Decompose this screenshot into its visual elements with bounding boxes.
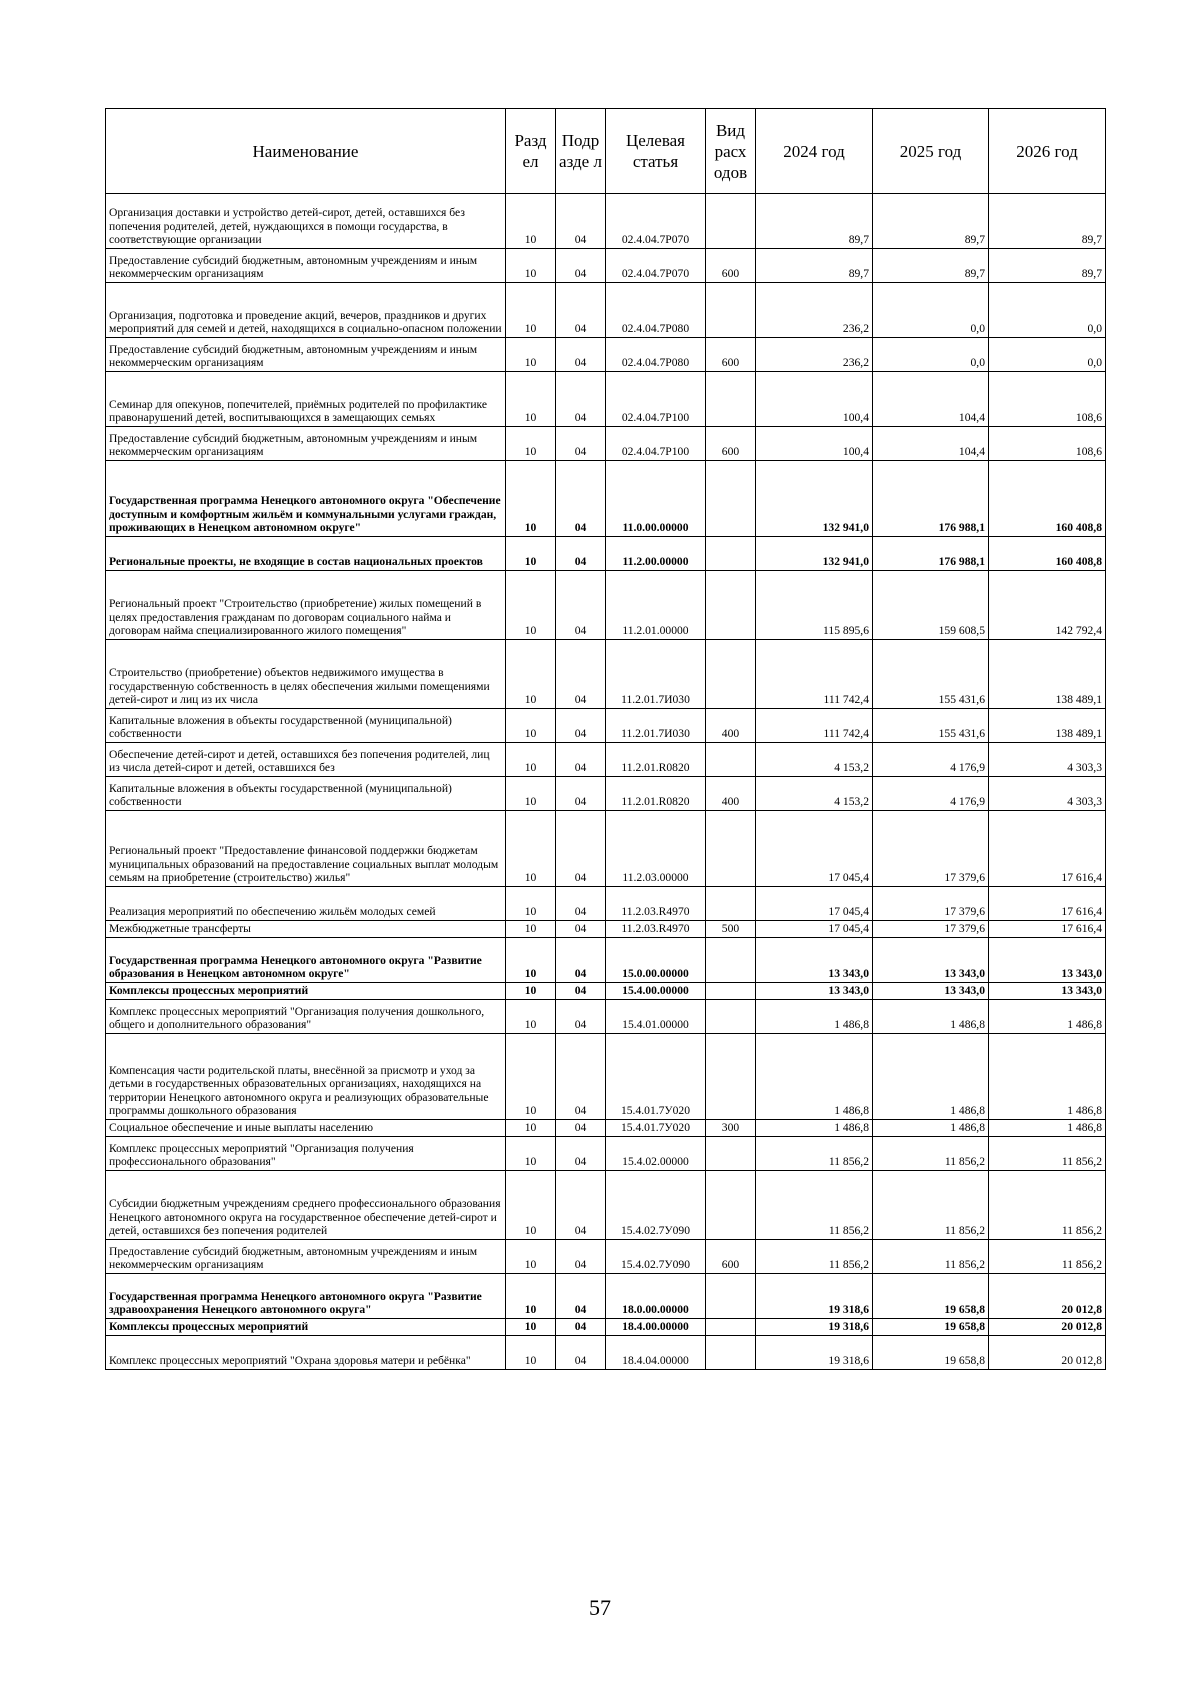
row-expense-type: 600 [706,1240,756,1274]
table-row [106,249,1106,283]
table-row [106,1240,1106,1274]
row-name: Обеспечение детей-сирот и детей, оставшихся без попечения родителей, лиц из числа детей-сирот и детей, оставшихся без [106,743,506,777]
row-amount-2025: 19 658,8 [873,1274,989,1319]
row-amount-2026: 89,7 [989,194,1106,249]
row-amount-2026: 108,6 [989,427,1106,461]
row-target-article: 11.2.01.00000 [606,571,706,640]
row-podrazdel: 04 [556,283,606,338]
row-amount-2026: 17 616,4 [989,811,1106,887]
row-amount-2026: 11 856,2 [989,1137,1106,1171]
row-amount-2026: 1 486,8 [989,1120,1106,1137]
row-name: Государственная программа Ненецкого автономного округа "Развитие здравоохранения Ненецкого автономного округа" [106,1274,506,1319]
row-target-article: 11.2.01.R0820 [606,777,706,811]
row-amount-2024: 132 941,0 [756,461,873,537]
row-razdel: 10 [506,372,556,427]
row-podrazdel: 04 [556,571,606,640]
row-name: Региональные проекты, не входящие в состав национальных проектов [106,537,506,571]
row-expense-type: 500 [706,921,756,938]
row-amount-2024: 1 486,8 [756,1034,873,1120]
row-target-article: 11.2.01.R0820 [606,743,706,777]
row-amount-2026: 17 616,4 [989,921,1106,938]
row-target-article: 11.2.03.R4970 [606,887,706,921]
row-podrazdel: 04 [556,640,606,709]
table-row [106,1336,1106,1370]
row-podrazdel: 04 [556,1240,606,1274]
row-target-article: 02.4.04.7Р100 [606,427,706,461]
row-amount-2026: 108,6 [989,372,1106,427]
row-name: Комплексы процессных мероприятий [106,1319,506,1336]
row-name: Капитальные вложения в объекты государственной (муниципальной) собственности [106,709,506,743]
row-amount-2026: 138 489,1 [989,640,1106,709]
row-name: Семинар для опекунов, попечителей, приёмных родителей по профилактике правонарушений детей, воспитывающихся в замещающих семьях [106,372,506,427]
row-razdel: 10 [506,709,556,743]
row-amount-2024: 100,4 [756,372,873,427]
row-razdel: 10 [506,921,556,938]
row-razdel: 10 [506,743,556,777]
row-target-article: 15.4.02.7У090 [606,1171,706,1240]
row-amount-2025: 17 379,6 [873,887,989,921]
row-expense-type: 600 [706,338,756,372]
row-name: Капитальные вложения в объекты государственной (муниципальной) собственности [106,777,506,811]
row-amount-2025: 1 486,8 [873,1120,989,1137]
row-amount-2024: 13 343,0 [756,938,873,983]
table-row [106,427,1106,461]
row-podrazdel: 04 [556,461,606,537]
table-row [106,1120,1106,1137]
row-amount-2026: 1 486,8 [989,1034,1106,1120]
row-expense-type [706,1034,756,1120]
table-row [106,1274,1106,1319]
row-name: Государственная программа Ненецкого автономного округа "Развитие образования в Ненецком автономном округе" [106,938,506,983]
row-target-article: 11.2.01.7И030 [606,640,706,709]
row-target-article: 11.2.03.R4970 [606,921,706,938]
row-razdel: 10 [506,338,556,372]
row-target-article: 02.4.04.7Р070 [606,194,706,249]
row-razdel: 10 [506,811,556,887]
row-target-article: 11.2.00.00000 [606,537,706,571]
row-name: Межбюджетные трансферты [106,921,506,938]
row-amount-2026: 11 856,2 [989,1171,1106,1240]
table-header-row [106,109,1106,194]
row-podrazdel: 04 [556,938,606,983]
row-amount-2025: 4 176,9 [873,743,989,777]
row-amount-2024: 115 895,6 [756,571,873,640]
row-amount-2026: 20 012,8 [989,1319,1106,1336]
row-target-article: 02.4.04.7Р070 [606,249,706,283]
row-podrazdel: 04 [556,1000,606,1034]
row-amount-2024: 17 045,4 [756,921,873,938]
row-expense-type [706,640,756,709]
row-amount-2024: 11 856,2 [756,1171,873,1240]
row-expense-type: 400 [706,777,756,811]
row-razdel: 10 [506,1034,556,1120]
row-name: Строительство (приобретение) объектов недвижимого имущества в государственную собственность в целях обеспечения жилыми помещениями детей-сирот и лиц из их числа [106,640,506,709]
row-razdel: 10 [506,1137,556,1171]
table-row [106,537,1106,571]
row-expense-type [706,461,756,537]
row-amount-2025: 89,7 [873,249,989,283]
row-name: Реализация мероприятий по обеспечению жильём молодых семей [106,887,506,921]
row-expense-type [706,938,756,983]
header-year-2026: 2026 год [989,109,1106,194]
row-razdel: 10 [506,571,556,640]
row-amount-2024: 11 856,2 [756,1137,873,1171]
row-razdel: 10 [506,427,556,461]
row-podrazdel: 04 [556,1336,606,1370]
row-razdel: 10 [506,1240,556,1274]
row-podrazdel: 04 [556,338,606,372]
row-name: Организация, подготовка и проведение акций, вечеров, праздников и других мероприятий для семей и детей, находящихся в социально-опасном положении [106,283,506,338]
row-razdel: 10 [506,283,556,338]
row-amount-2024: 236,2 [756,283,873,338]
table-row [106,338,1106,372]
row-amount-2026: 20 012,8 [989,1336,1106,1370]
table-row [106,283,1106,338]
table-row [106,709,1106,743]
row-expense-type [706,1171,756,1240]
row-amount-2025: 13 343,0 [873,938,989,983]
row-amount-2024: 1 486,8 [756,1000,873,1034]
row-podrazdel: 04 [556,1274,606,1319]
header-expense-type: Вид расх одов [706,109,756,194]
table-row [106,372,1106,427]
row-amount-2025: 11 856,2 [873,1137,989,1171]
row-name: Региональный проект "Строительство (приобретение) жилых помещений в целях предоставления гражданам по договорам социального найма и договорам найма специализированного жилого помещения" [106,571,506,640]
row-razdel: 10 [506,887,556,921]
row-podrazdel: 04 [556,709,606,743]
row-name: Предоставление субсидий бюджетным, автономным учреждениям и иным некоммерческим организациям [106,427,506,461]
row-amount-2025: 13 343,0 [873,983,989,1000]
row-name: Комплекс процессных мероприятий "Охрана здоровья матери и ребёнка" [106,1336,506,1370]
row-target-article: 15.4.00.00000 [606,983,706,1000]
row-amount-2025: 176 988,1 [873,537,989,571]
row-podrazdel: 04 [556,372,606,427]
row-amount-2026: 89,7 [989,249,1106,283]
row-amount-2026: 4 303,3 [989,743,1106,777]
row-amount-2026: 13 343,0 [989,938,1106,983]
row-amount-2024: 111 742,4 [756,640,873,709]
row-podrazdel: 04 [556,983,606,1000]
row-podrazdel: 04 [556,743,606,777]
table-row [106,743,1106,777]
table-row [106,983,1106,1000]
row-amount-2025: 159 608,5 [873,571,989,640]
row-amount-2024: 19 318,6 [756,1336,873,1370]
row-amount-2025: 1 486,8 [873,1000,989,1034]
row-amount-2026: 0,0 [989,338,1106,372]
row-amount-2024: 89,7 [756,249,873,283]
row-name: Компенсация части родительской платы, внесённой за присмотр и уход за детьми в государственных образовательных организациях, находящихся на территории Ненецкого автономного округа и реализующих образовательные программы дошкольного образования [106,1034,506,1120]
row-expense-type: 300 [706,1120,756,1137]
row-amount-2025: 17 379,6 [873,921,989,938]
row-amount-2026: 138 489,1 [989,709,1106,743]
row-amount-2024: 17 045,4 [756,887,873,921]
row-expense-type [706,1000,756,1034]
row-podrazdel: 04 [556,1034,606,1120]
row-podrazdel: 04 [556,1171,606,1240]
table-row [106,194,1106,249]
row-amount-2025: 104,4 [873,427,989,461]
row-expense-type [706,537,756,571]
row-amount-2025: 104,4 [873,372,989,427]
row-name: Предоставление субсидий бюджетным, автономным учреждениям и иным некоммерческим организациям [106,338,506,372]
table-row [106,1171,1106,1240]
row-amount-2026: 160 408,8 [989,461,1106,537]
row-target-article: 02.4.04.7Р080 [606,283,706,338]
row-podrazdel: 04 [556,1319,606,1336]
row-amount-2024: 111 742,4 [756,709,873,743]
row-razdel: 10 [506,194,556,249]
row-amount-2026: 13 343,0 [989,983,1106,1000]
row-amount-2026: 11 856,2 [989,1240,1106,1274]
row-name: Предоставление субсидий бюджетным, автономным учреждениям и иным некоммерческим организациям [106,249,506,283]
row-target-article: 15.4.01.7У020 [606,1120,706,1137]
row-amount-2024: 236,2 [756,338,873,372]
row-target-article: 18.4.00.00000 [606,1319,706,1336]
table-row [106,811,1106,887]
row-name: Комплексы процессных мероприятий [106,983,506,1000]
page-number: 57 [589,1595,611,1620]
row-amount-2025: 19 658,8 [873,1319,989,1336]
row-amount-2025: 0,0 [873,338,989,372]
row-amount-2024: 4 153,2 [756,743,873,777]
row-amount-2024: 4 153,2 [756,777,873,811]
row-expense-type [706,571,756,640]
row-razdel: 10 [506,1319,556,1336]
row-amount-2026: 17 616,4 [989,887,1106,921]
row-amount-2024: 13 343,0 [756,983,873,1000]
row-expense-type [706,887,756,921]
row-podrazdel: 04 [556,1120,606,1137]
row-razdel: 10 [506,777,556,811]
row-target-article: 02.4.04.7Р080 [606,338,706,372]
row-podrazdel: 04 [556,249,606,283]
table-row [106,1137,1106,1171]
row-amount-2025: 176 988,1 [873,461,989,537]
table-row [106,1034,1106,1120]
row-amount-2025: 1 486,8 [873,1034,989,1120]
row-target-article: 02.4.04.7Р100 [606,372,706,427]
row-razdel: 10 [506,249,556,283]
row-expense-type [706,1319,756,1336]
table-body [106,194,1106,1370]
row-razdel: 10 [506,983,556,1000]
row-target-article: 11.0.00.00000 [606,461,706,537]
table-row [106,921,1106,938]
row-podrazdel: 04 [556,777,606,811]
row-amount-2025: 155 431,6 [873,640,989,709]
row-podrazdel: 04 [556,194,606,249]
row-razdel: 10 [506,1000,556,1034]
table-row [106,640,1106,709]
table-row [106,571,1106,640]
header-podrazdel: Подр азде л [556,109,606,194]
row-amount-2024: 132 941,0 [756,537,873,571]
row-expense-type: 400 [706,709,756,743]
row-podrazdel: 04 [556,537,606,571]
row-razdel: 10 [506,1274,556,1319]
row-name: Субсидии бюджетным учреждениям среднего профессионального образования Ненецкого автономного округа на государственное обеспечение детей-сирот и детей, оставшихся без попечения родителей [106,1171,506,1240]
row-podrazdel: 04 [556,1137,606,1171]
row-target-article: 15.0.00.00000 [606,938,706,983]
row-expense-type [706,283,756,338]
row-podrazdel: 04 [556,921,606,938]
row-razdel: 10 [506,640,556,709]
row-name: Государственная программа Ненецкого автономного округа "Обеспечение доступным и комфортным жильём и коммунальными услугами граждан, проживающих в Ненецком автономном округе" [106,461,506,537]
row-name: Социальное обеспечение и иные выплаты населению [106,1120,506,1137]
row-name: Предоставление субсидий бюджетным, автономным учреждениям и иным некоммерческим организациям [106,1240,506,1274]
row-razdel: 10 [506,537,556,571]
row-razdel: 10 [506,1120,556,1137]
row-podrazdel: 04 [556,811,606,887]
table-row [106,777,1106,811]
row-target-article: 15.4.01.00000 [606,1000,706,1034]
table-row [106,1319,1106,1336]
row-target-article: 11.2.03.00000 [606,811,706,887]
header-year-2025: 2025 год [873,109,989,194]
row-amount-2024: 11 856,2 [756,1240,873,1274]
row-expense-type [706,743,756,777]
row-name: Региональный проект "Предоставление финансовой поддержки бюджетам муниципальных образований на предоставление социальных выплат молодым семьям на приобретение (строительство) жилья" [106,811,506,887]
row-amount-2025: 11 856,2 [873,1171,989,1240]
budget-table [105,108,1106,1370]
row-expense-type: 600 [706,427,756,461]
row-target-article: 15.4.01.7У020 [606,1034,706,1120]
row-amount-2026: 1 486,8 [989,1000,1106,1034]
header-year-2024: 2024 год [756,109,873,194]
row-expense-type [706,194,756,249]
row-podrazdel: 04 [556,887,606,921]
row-razdel: 10 [506,1336,556,1370]
row-amount-2024: 1 486,8 [756,1120,873,1137]
row-podrazdel: 04 [556,427,606,461]
row-target-article: 11.2.01.7И030 [606,709,706,743]
row-target-article: 18.4.04.00000 [606,1336,706,1370]
table-row [106,938,1106,983]
row-target-article: 18.0.00.00000 [606,1274,706,1319]
row-amount-2026: 0,0 [989,283,1106,338]
row-expense-type [706,372,756,427]
budget-table-container [105,108,1105,1370]
row-razdel: 10 [506,938,556,983]
row-amount-2025: 19 658,8 [873,1336,989,1370]
table-row [106,461,1106,537]
row-name: Комплекс процессных мероприятий "Организация получения дошкольного, общего и дополнительного образования" [106,1000,506,1034]
row-amount-2025: 155 431,6 [873,709,989,743]
row-expense-type [706,1336,756,1370]
row-razdel: 10 [506,461,556,537]
row-amount-2024: 17 045,4 [756,811,873,887]
row-amount-2024: 89,7 [756,194,873,249]
row-amount-2024: 19 318,6 [756,1274,873,1319]
row-amount-2025: 17 379,6 [873,811,989,887]
table-row [106,1000,1106,1034]
row-expense-type: 600 [706,249,756,283]
row-amount-2026: 142 792,4 [989,571,1106,640]
row-expense-type [706,1137,756,1171]
row-target-article: 15.4.02.7У090 [606,1240,706,1274]
row-expense-type [706,983,756,1000]
header-target-article: Целевая статья [606,109,706,194]
row-amount-2026: 4 303,3 [989,777,1106,811]
row-amount-2025: 4 176,9 [873,777,989,811]
row-amount-2024: 100,4 [756,427,873,461]
header-razdel: Разд ел [506,109,556,194]
row-amount-2025: 11 856,2 [873,1240,989,1274]
row-amount-2024: 19 318,6 [756,1319,873,1336]
row-amount-2025: 0,0 [873,283,989,338]
row-name: Организация доставки и устройство детей-сирот, детей, оставшихся без попечения родителей, детей, нуждающихся в помощи государства, в соответствующие организации [106,194,506,249]
row-amount-2026: 160 408,8 [989,537,1106,571]
row-amount-2025: 89,7 [873,194,989,249]
row-razdel: 10 [506,1171,556,1240]
row-amount-2026: 20 012,8 [989,1274,1106,1319]
header-name: Наименование [106,109,506,194]
row-expense-type [706,811,756,887]
row-name: Комплекс процессных мероприятий "Организация получения профессионального образования" [106,1137,506,1171]
row-target-article: 15.4.02.00000 [606,1137,706,1171]
table-row [106,887,1106,921]
row-expense-type [706,1274,756,1319]
